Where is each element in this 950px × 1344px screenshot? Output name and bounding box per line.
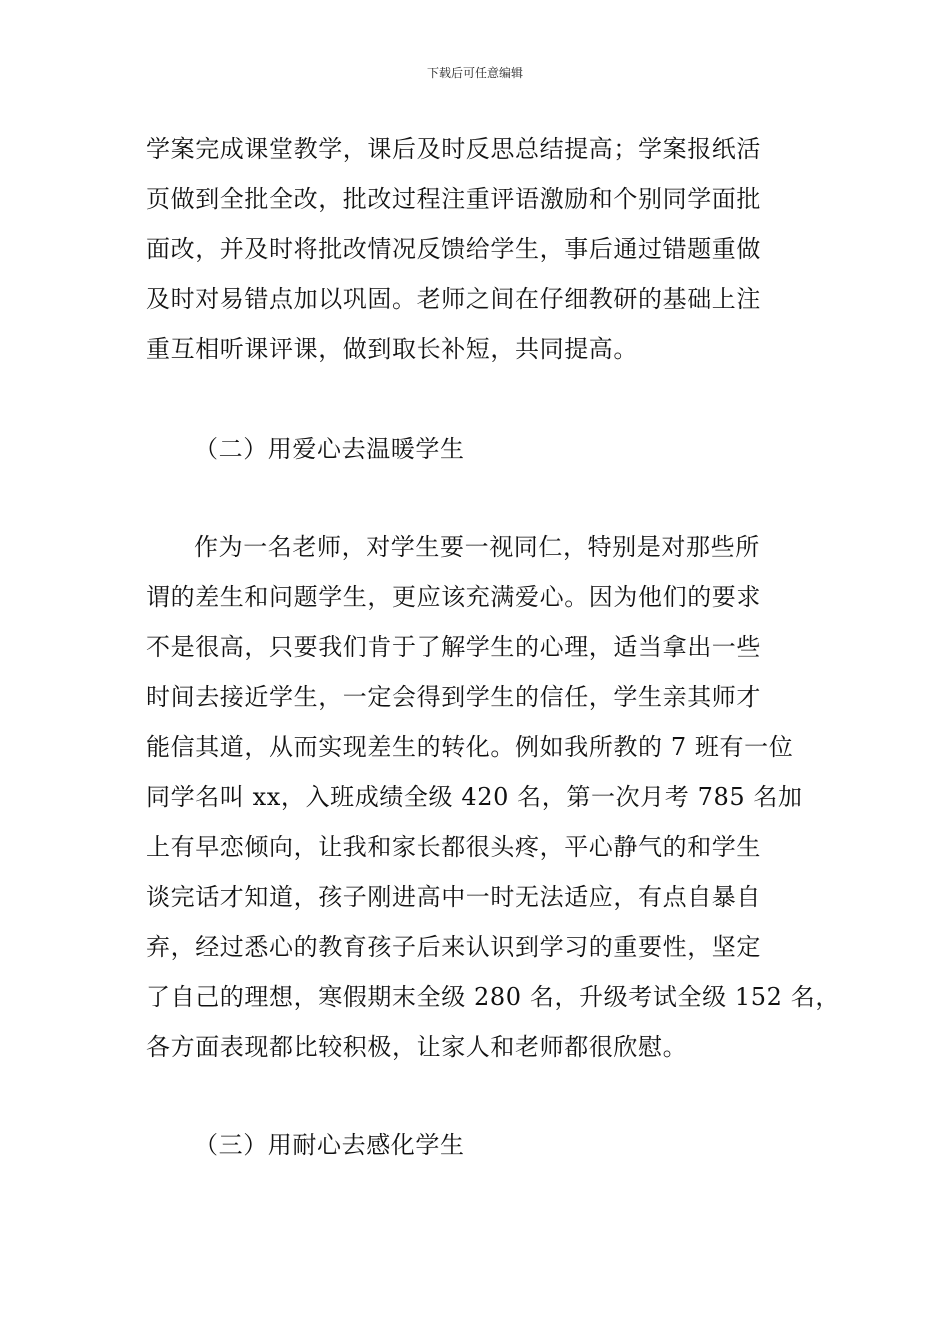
paragraph-2-line: 各方面表现都比较积极，让家人和老师都很欣慰。 [146,1033,688,1061]
section-heading-2: （二）用爱心去温暖学生 [194,435,465,463]
paragraph-1-line: 页做到全批全改，批改过程注重评语激励和个别同学面批 [146,185,761,213]
paragraph-2-line: 谈完话才知道，孩子刚进高中一时无法适应，有点自暴自 [146,883,761,911]
paragraph-2-line: 了自己的理想，寒假期末全级 280 名，升级考试全级 152 名， [146,983,840,1011]
paragraph-2-line: 同学名叫 xx，入班成绩全级 420 名，第一次月考 785 名加 [146,783,803,811]
paragraph-2-line: 不是很高，只要我们肯于了解学生的心理，适当拿出一些 [146,633,761,661]
paragraph-2-line: 时间去接近学生，一定会得到学生的信任，学生亲其师才 [146,683,761,711]
paragraph-2-line: 能信其道，从而实现差生的转化。例如我所教的 7 班有一位 [146,733,794,761]
paragraph-2-line: 弃，经过悉心的教育孩子后来认识到学习的重要性，坚定 [146,933,761,961]
paragraph-2-line: 作为一名老师，对学生要一视同仁，特别是对那些所 [194,533,760,561]
paragraph-2-line: 谓的差生和问题学生，更应该充满爱心。因为他们的要求 [146,583,761,611]
paragraph-1-line: 重互相听课评课，做到取长补短，共同提高。 [146,335,638,363]
paragraph-2-line: 上有早恋倾向，让我和家长都很头疼，平心静气的和学生 [146,833,761,861]
page-header-note: 下载后可任意编辑 [426,66,523,80]
paragraph-1-line: 及时对易错点加以巩固。老师之间在仔细教研的基础上注 [146,285,761,313]
paragraph-1-line: 面改，并及时将批改情况反馈给学生，事后通过错题重做 [146,235,761,263]
paragraph-1-line: 学案完成课堂教学，课后及时反思总结提高；学案报纸活 [146,135,761,163]
section-heading-3: （三）用耐心去感化学生 [194,1131,465,1159]
